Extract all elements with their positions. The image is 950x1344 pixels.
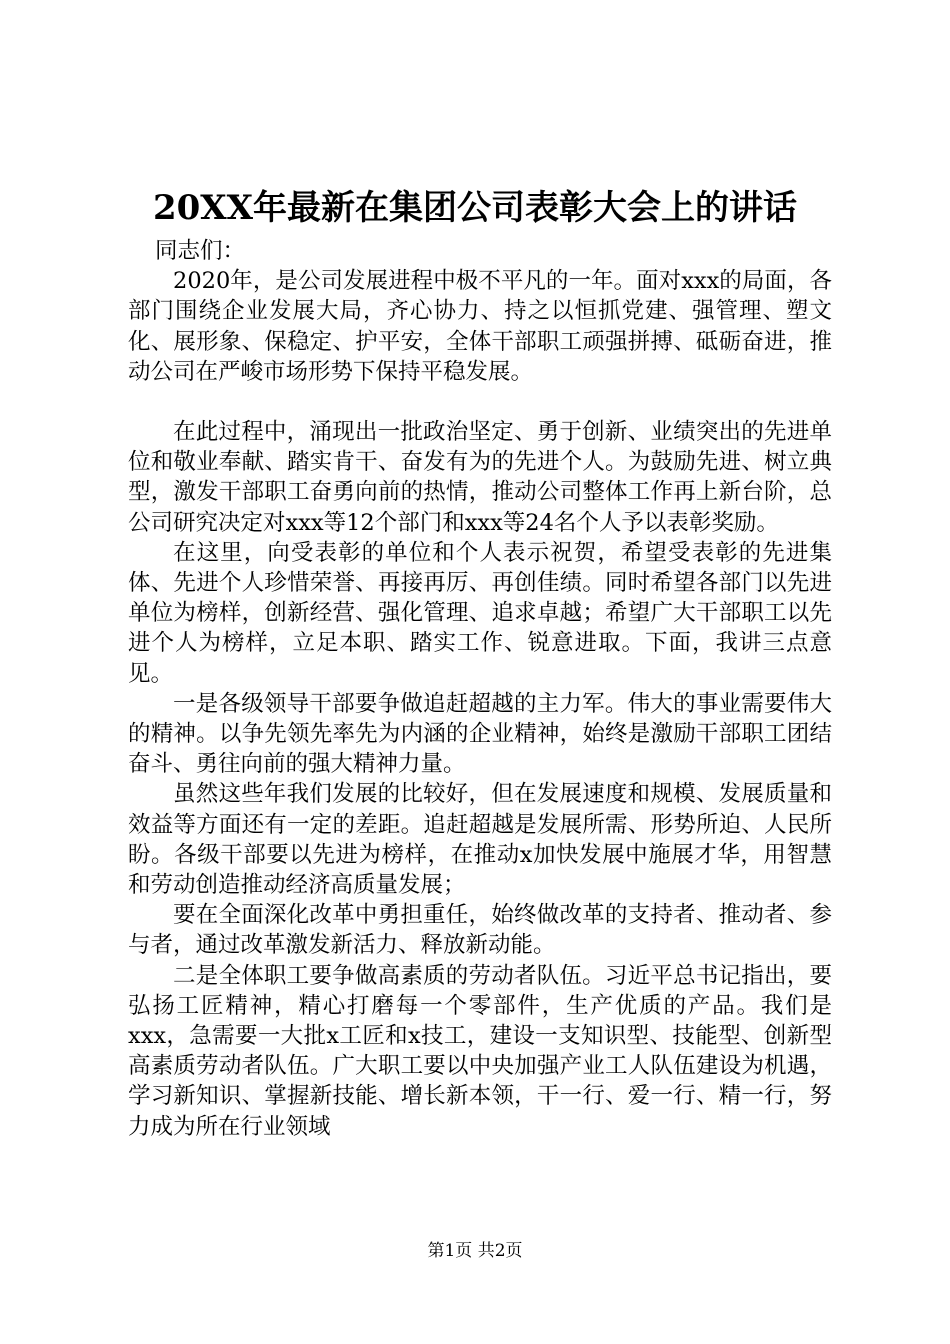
document-title: 20XX年最新在集团公司表彰大会上的讲话	[152, 188, 798, 228]
salutation: 同志们：	[155, 238, 246, 264]
paragraph-1: 2020年，是公司发展进程中极不平凡的一年。面对xxx的局面，各部门围绕企业发展大局，齐心协力、持之以恒抓党建、强管理、塑文化、展形象、保稳定、护平安，全体干部职工顽强拼搏、砥砺奋进，推动公司在严峻市场形势下保持平稳发展。	[128, 268, 832, 385]
paragraph-5: 虽然这些年我们发展的比较好，但在发展速度和规模、发展质量和效益等方面还有一定的差距。追赶超越是发展所需、形势所迫、人民所盼。各级干部要以先进为榜样，在推动x加快发展中施展才华，用智慧和劳动创造推动经济高质量发展；	[128, 781, 832, 899]
page-footer: 第1页 共2页	[427, 1241, 523, 1261]
document-body	[128, 236, 832, 1142]
paragraph-6: 要在全面深化改革中勇担重任，始终做改革的支持者、推动者、参与者，通过改革激发新活力、释放新动能。	[128, 902, 832, 959]
paragraph-2: 在此过程中，涌现出一批政治坚定、勇于创新、业绩突出的先进单位和敬业奉献、踏实肯干、奋发有为的先进个人。为鼓励先进、树立典型，激发干部职工奋勇向前的热情，推动公司整体工作再上新台阶，总公司研究决定对xxx等12个部门和xxx等24名个人予以表彰奖励。	[128, 419, 832, 536]
paragraph-3: 在这里，向受表彰的单位和个人表示祝贺，希望受表彰的先进集体、先进个人珍惜荣誉、再接再厉、再创佳绩。同时希望各部门以先进单位为榜样，创新经营、强化管理、追求卓越；希望广大干部职工以先进个人为榜样，立足本职、踏实工作、锐意进取。下面，我讲三点意见。	[128, 539, 832, 687]
paragraph-7: 二是全体职工要争做高素质的劳动者队伍。习近平总书记指出，要弘扬工匠精神，精心打磨每一个零部件，生产优质的产品。我们是xxx，急需要一大批x工匠和x技工，建设一支知识型、技能型、创新型高素质劳动者队伍。广大职工要以中央加强产业工人队伍建设为机遇，学习新知识、掌握新技能、增长新本领，干一行、爱一行、精一行，努力成为所在行业领域	[128, 962, 832, 1140]
paragraph-4: 一是各级领导干部要争做追赶超越的主力军。伟大的事业需要伟大的精神。以争先领先率先为内涵的企业精神，始终是激励干部职工团结奋斗、勇往向前的强大精神力量。	[128, 690, 832, 778]
